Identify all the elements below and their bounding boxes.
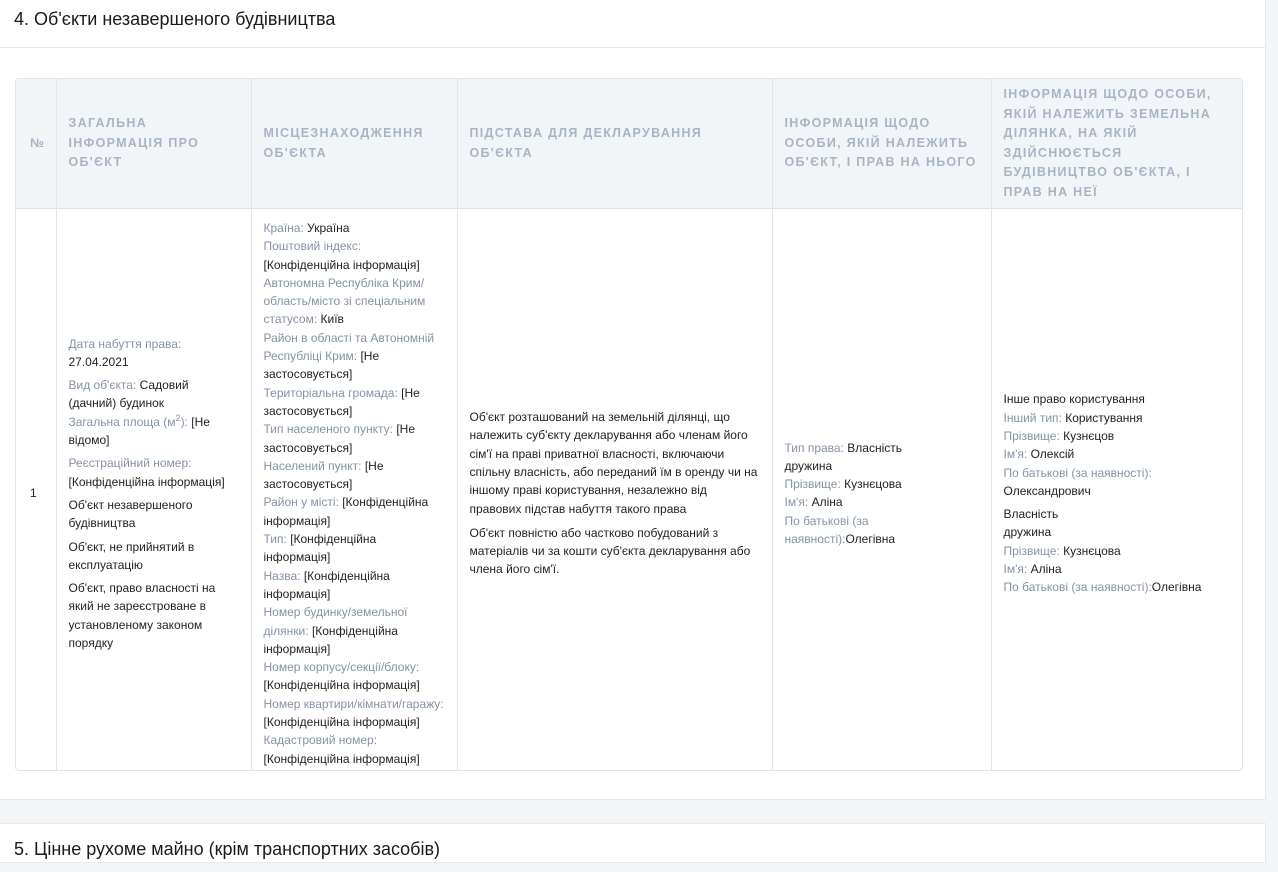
location-country: Країна: Україна bbox=[263, 221, 350, 235]
location-settlement: Населений пункт: [Не застосовується] bbox=[263, 458, 384, 492]
location-postal-code: Поштовий індекс: [Конфіденційна інформація] bbox=[263, 239, 420, 272]
land-owner-surname: Прізвище: Кузнєцова bbox=[1003, 543, 1121, 558]
object-note: Об'єкт, право власності на який не зареєстроване в установленому законом порядку bbox=[68, 581, 216, 651]
object-note: Об'єкт, не прийнятий в експлуатацію bbox=[68, 539, 195, 572]
general-info-cell bbox=[56, 209, 251, 772]
owner-info-cell bbox=[772, 209, 991, 772]
object-note: Об'єкт незавершеного будівництва bbox=[68, 497, 193, 531]
header-declaration-basis: ПІДСТАВА ДЛЯ ДЕКЛАРУВАННЯ ОБ'ЄКТА bbox=[457, 79, 772, 209]
location-cadastral-number: Кадастровий номер: [Конфіденційна інформація] bbox=[263, 733, 420, 766]
section-valuable-movable-property bbox=[0, 823, 1266, 863]
location-street-name: Назва: [Конфіденційна інформація] bbox=[263, 568, 390, 601]
section-title: 4. Об'єкти незавершеного будівництва bbox=[0, 0, 1265, 48]
table-header-row bbox=[16, 79, 1242, 209]
header-land-owner-info: ІНФОРМАЦІЯ ЩОДО ОСОБИ, ЯКІЙ НАЛЕЖИТЬ ЗЕМЕЛЬНА ДІЛЯНКА, НА ЯКІЙ ЗДІЙСНЮЄТЬСЯ БУДІВНИЦТВО ОБ'ЄКТА, І ПРАВ НА НЕЇ bbox=[991, 79, 1242, 209]
land-owner-name: Ім'я: Аліна bbox=[1003, 561, 1062, 576]
land-owner-entry bbox=[1004, 505, 1231, 596]
basis-paragraph: Об'єкт повністю або частково побудований з матеріалів чи за кошти суб'єкта декларування або члена його сім'ї. bbox=[469, 525, 751, 577]
land-right-type: Інше право користування bbox=[1003, 392, 1145, 407]
basis-paragraph: Об'єкт розташований на земельній ділянці, що належить суб'єкту декларування або членам його сім'ї на праві приватної власності, включаючи спільну власність, або переданий їм в оренду чи на іншому праві користування, незалежно від правових підстав набуття такого права bbox=[469, 410, 758, 516]
location-apartment-number: Номер квартири/кімнати/гаражу: [Конфіденційна інформація] bbox=[263, 696, 444, 730]
owner-surname: Прізвище: Кузнєцова bbox=[784, 477, 902, 492]
location-settlement-type: Тип населеного пункту: [Не застосовується] bbox=[263, 422, 416, 455]
header-general-info: ЗАГАЛЬНА ІНФОРМАЦІЯ ПРО ОБ'ЄКТ bbox=[56, 79, 251, 209]
object-type: Вид об'єкта: Садовий (дачний) будинок Загальна площа $(м^2)$: [Не відомо] bbox=[68, 378, 210, 448]
table-row bbox=[16, 209, 1242, 772]
objects-table bbox=[15, 78, 1243, 771]
land-other-type: Інший тип: Користування bbox=[1003, 410, 1143, 425]
location-region: Автономна Республіка Крим/ область/місто зі спеціальним статусом: Київ bbox=[263, 275, 426, 327]
location-house-number: Номер будинку/земельної ділянки: [Конфіденційна інформація] bbox=[263, 605, 408, 656]
location-cell bbox=[251, 209, 457, 772]
land-owner-patronymic: По батькові (за наявності):Олегівна bbox=[1003, 580, 1202, 595]
registration-number: Реєстраційний номер: [Конфіденційна інформація] bbox=[68, 456, 225, 489]
land-owner-info-cell bbox=[991, 209, 1242, 772]
land-owner-entry bbox=[1004, 390, 1231, 500]
land-owner-surname: Прізвище: Кузнєцов bbox=[1003, 428, 1115, 443]
land-owner-name: Ім'я: Олексій bbox=[1003, 447, 1075, 462]
location-city-district: Район у місті: [Конфіденційна інформація] bbox=[263, 495, 429, 528]
location-building-number: Номер корпусу/секції/блоку: [Конфіденційна інформація] bbox=[263, 660, 420, 693]
acquisition-date: Дата набуття права: 27.04.2021 bbox=[68, 336, 182, 369]
total-area-label: Загальна площа $(м^2)$: bbox=[68, 412, 188, 429]
header-number: № bbox=[16, 79, 56, 209]
declaration-basis-cell bbox=[457, 209, 772, 772]
row-number: 1 bbox=[16, 209, 56, 772]
section-title: 5. Цінне рухоме майно (крім транспортних засобів) bbox=[14, 839, 441, 859]
owner-patronymic: По батькові (за наявності):Олегівна bbox=[784, 513, 896, 547]
header-location: МІСЦЕЗНАХОДЖЕННЯ ОБ'ЄКТА bbox=[251, 79, 457, 209]
owner-name: Ім'я: Аліна bbox=[784, 495, 843, 510]
land-owner-relation: дружина bbox=[1003, 525, 1052, 540]
location-district: Район в області та Автономній Республіці Крим: [Не застосовується] bbox=[263, 330, 435, 382]
total-area-value: [Не відомо] bbox=[68, 414, 210, 448]
land-owner-patronymic: По батькові (за наявності): Олександрович bbox=[1003, 465, 1152, 498]
land-right-type: Власність bbox=[1003, 507, 1059, 522]
owner-relation: дружина bbox=[784, 458, 833, 473]
owner-right-type: Тип права: Власність bbox=[784, 440, 903, 455]
location-community: Територіальна громада: [Не застосовується] bbox=[263, 385, 420, 418]
location-street-type: Тип: [Конфіденційна інформація] bbox=[263, 532, 377, 565]
header-owner-info: ІНФОРМАЦІЯ ЩОДО ОСОБИ, ЯКІЙ НАЛЕЖИТЬ ОБ'ЄКТ, І ПРАВ НА НЬОГО bbox=[772, 79, 991, 209]
